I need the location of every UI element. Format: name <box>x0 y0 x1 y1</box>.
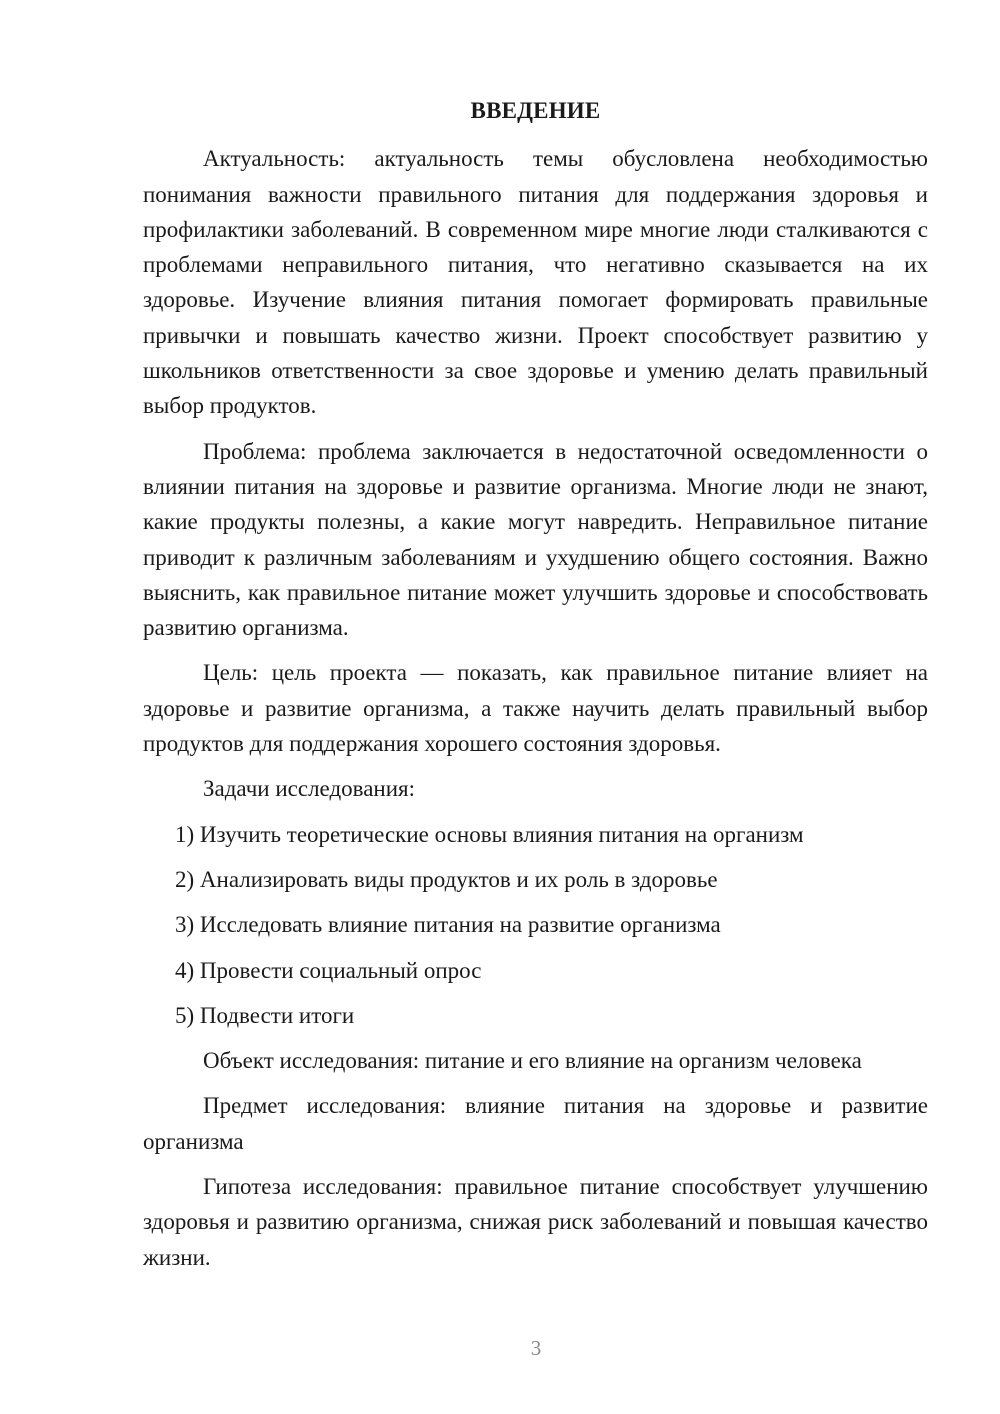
object-paragraph: Объект исследования: питание и его влияние на организм человека <box>203 1048 862 1074</box>
subject-paragraph: Предмет исследования: влияние питания на здоровье и развитие организма <box>143 1093 928 1154</box>
goal-paragraph: Цель: цель проекта — показать, как правильное питание влияет на здоровье и развитие организма, а также научить делать правильный выбор продуктов для поддержания хорошего состояния здоровья. <box>143 660 928 757</box>
task-item: 3) Исследовать влияние питания на развитие организма <box>175 912 721 938</box>
page-number: 3 <box>530 1336 542 1360</box>
page-content <box>143 93 928 1285</box>
tasks-list <box>143 817 928 1033</box>
relevance-paragraph: Актуальность: актуальность темы обусловлена необходимостью понимания важности правильного питания для поддержания здоровья и профилактики заболеваний. В современном мире многие люди сталкиваются с проблемами неправильного питания, что негативно сказывается на их здоровье. Изучение влияния питания помогает формировать правильные привычки и повышать качество жизни. Проект способствует развитию у школьников ответственности за свое здоровье и умению делать правильный выбор продуктов. <box>143 146 928 419</box>
hypothesis-paragraph: Гипотеза исследования: правильное питание способствует улучшению здоровья и развитию организма, снижая риск заболеваний и повышая качество жизни. <box>143 1174 928 1270</box>
section-title: ВВЕДЕНИЕ <box>470 98 601 123</box>
task-item: 2) Анализировать виды продуктов и их роль в здоровье <box>175 866 718 892</box>
tasks-heading: Задачи исследования: <box>203 776 416 802</box>
task-item: 1) Изучить теоретические основы влияния питания на организм <box>175 821 804 847</box>
problem-paragraph: Проблема: проблема заключается в недостаточной осведомленности о влиянии питания на здоровье и развитие организма. Многие люди не знают, какие продукты полезны, а какие могут навредить. Неправильное питание приводит к различным заболеваниям и ухудшению общего состояния. Важно выяснить, как правильное питание может улучшить здоровье и способствовать развитию организма. <box>143 438 928 641</box>
task-item: 5) Подвести итоги <box>175 1002 355 1028</box>
task-item: 4) Провести социальный опрос <box>175 957 482 983</box>
